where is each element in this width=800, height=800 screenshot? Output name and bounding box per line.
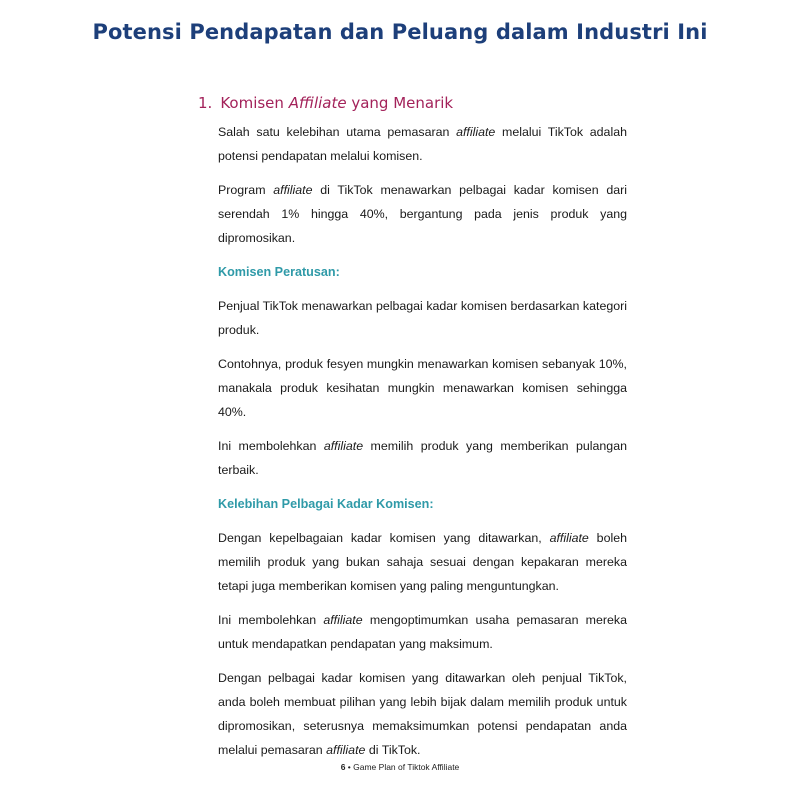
text: melalui TikTok adalah potensi pendapatan melalui komisen. <box>218 125 627 163</box>
italic-term: affiliate <box>326 743 366 757</box>
page-title: Potensi Pendapatan dan Peluang dalam Industri Ini <box>92 20 708 44</box>
italic-term: affiliate <box>323 439 364 453</box>
text: Ini membolehkan <box>218 439 324 453</box>
section-heading-italic: Affiliate <box>288 94 347 112</box>
section-heading <box>198 94 453 112</box>
text: Ini membolehkan <box>218 613 324 627</box>
text: Salah satu kelebihan utama pemasaran <box>218 125 457 139</box>
subheading-komisen-peratusan: Komisen Peratusan: <box>218 265 340 279</box>
italic-term: affiliate <box>549 531 589 545</box>
paragraph-3: Penjual TikTok menawarkan pelbagai kadar komisen berdasarkan kategori produk. <box>218 299 627 337</box>
section-heading-prefix: Komisen <box>220 94 289 112</box>
page-footer <box>0 762 800 772</box>
italic-term: affiliate <box>273 183 313 197</box>
section-heading-suffix: yang Menarik <box>346 94 454 112</box>
paragraph-1 <box>218 120 627 168</box>
paragraph-5 <box>218 434 627 482</box>
paragraph-4: Contohnya, produk fesyen mungkin menawarkan komisen sebanyak 10%, manakala produk kesihatan mungkin menawarkan komisen sehingga 40%. <box>218 357 627 419</box>
text: Dengan pelbagai kadar komisen yang ditawarkan oleh penjual TikTok, anda boleh membuat pilihan yang lebih bijak dalam memilih produk untuk dipromosikan, seterusnya memaksimumkan potensi pendapatan anda melalui pemasaran <box>218 671 627 757</box>
text: boleh memilih produk yang bukan sahaja sesuai dengan kepakaran mereka tetapi juga memberikan komisen yang paling menguntungkan. <box>218 531 627 593</box>
text: mengoptimumkan usaha pemasaran mereka untuk mendapatkan pendapatan yang maksimum. <box>218 613 627 651</box>
paragraph-8 <box>218 666 627 762</box>
subheading-kelebihan: Kelebihan Pelbagai Kadar Komisen: <box>218 497 434 511</box>
text: di TikTok. <box>365 743 421 757</box>
paragraph-6 <box>218 526 627 598</box>
section-number: 1. <box>198 94 213 112</box>
text: di TikTok menawarkan pelbagai kadar komisen dari serendah 1% hingga 40%, bergantung pada jenis produk yang dipromosikan. <box>218 183 627 245</box>
book-title: Game Plan of Tiktok Affiliate <box>353 762 460 772</box>
paragraph-7 <box>218 608 627 656</box>
text: memilih produk yang memberikan pulangan terbaik. <box>218 439 627 477</box>
text: Program <box>218 183 274 197</box>
footer-separator: • <box>345 762 354 772</box>
italic-term: affiliate <box>456 125 496 139</box>
text: Dengan kepelbagaian kadar komisen yang ditawarkan, <box>218 531 550 545</box>
italic-term: affiliate <box>323 613 363 627</box>
body-content <box>218 120 627 772</box>
paragraph-2 <box>218 178 627 250</box>
page-number: 6 <box>340 762 346 772</box>
